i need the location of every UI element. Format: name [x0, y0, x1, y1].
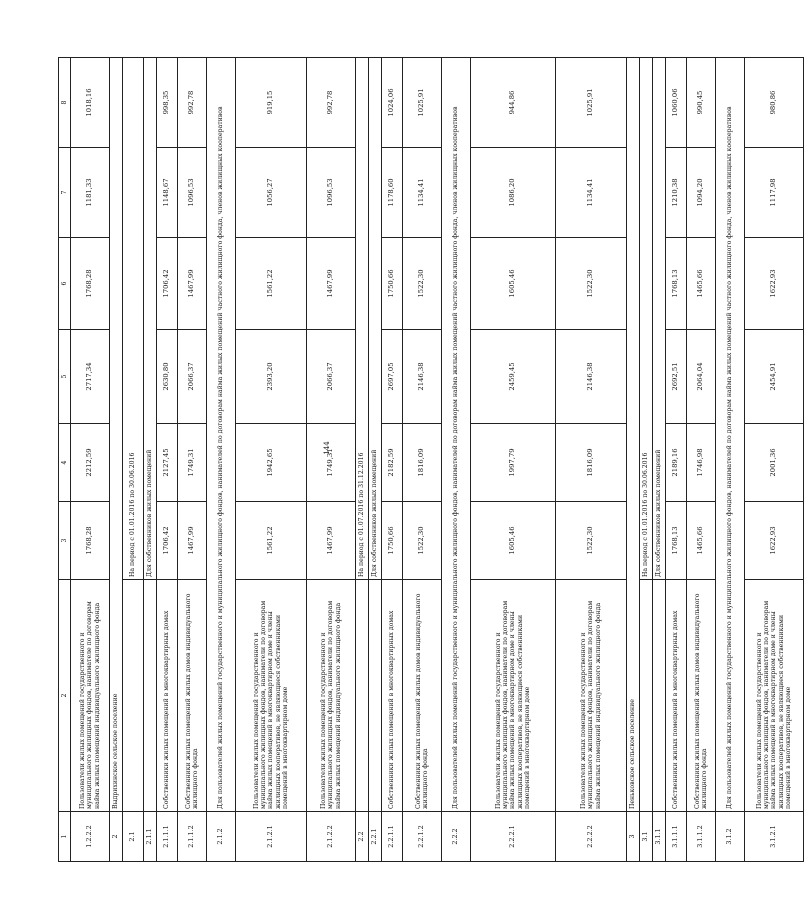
table-row: [403, 58, 442, 862]
tariff-value: 1622,93: [745, 502, 804, 580]
empty-cell: [356, 580, 369, 812]
row-description: Собственники жилых помещений жилых домов индивидуального жилищного фонда: [403, 580, 442, 812]
period-heading: На период с 01.01.2016 по 30.06.2016: [123, 58, 144, 580]
section-heading: Пеньковское сельское поселение: [627, 58, 640, 812]
empty-cell: [653, 580, 666, 812]
tariff-value: 2001,36: [745, 424, 804, 502]
tariff-value: 2697,05: [382, 330, 403, 424]
tariff-value: 2692,51: [666, 330, 687, 424]
tariff-value: 2189,16: [666, 424, 687, 502]
tariff-value: 1181,33: [71, 148, 110, 238]
section-heading: Для пользователей жилых помещений государственного и муниципального жилищного фондов, нанимателей по договорам найма жилых помещений частного жилищного фонда, членов жилищных кооперативов: [716, 58, 745, 812]
row-code: 2.1.2.1: [236, 812, 307, 862]
tariff-value: 2630,80: [157, 330, 178, 424]
row-description: Собственники жилых помещений в многоквартирных домах: [666, 580, 687, 812]
tariff-value: 1997,79: [471, 424, 556, 502]
row-code: 3.1.2.1: [745, 812, 804, 862]
row-code: 1.2.2.2: [71, 812, 110, 862]
section-code: 2.1: [123, 812, 144, 862]
tariff-value: 1522,30: [403, 502, 442, 580]
tariff-value: 1467,99: [307, 502, 356, 580]
tariff-value: 990,45: [687, 58, 716, 148]
section-code: 2.1.1: [144, 812, 157, 862]
tariff-value: 1465,66: [687, 502, 716, 580]
period-heading: Для собственников жилых помещений: [369, 58, 382, 580]
tariff-value: 1134,41: [556, 148, 627, 238]
tariff-value: 2212,59: [71, 424, 110, 502]
section-heading: Для пользователей жилых помещений государственного и муниципального жилищного фондов, нанимателей по договорам найма жилых помещений частного жилищного фонда, членов жилищных кооперативов: [442, 58, 471, 812]
section-row: [123, 58, 144, 862]
row-description: Пользователи жилых помещений государственного и муниципального жилищных фондов, наниматели по договорам найма жилых помещений в многоквартирном доме и члены жилищных кооперативов, не являющиеся собственниками помещений в многоквартирном доме: [236, 580, 307, 812]
section-code: 2: [110, 812, 123, 862]
tariff-value: 1750,66: [382, 238, 403, 330]
section-row: [627, 58, 640, 862]
header-cell: 3: [59, 502, 71, 580]
tariff-value: 1148,67: [157, 148, 178, 238]
row-description: Пользователи жилых помещений государственного и муниципального жилищных фондов, наниматели по договорам найма жилых помещений индивидуального жилищного фонда: [307, 580, 356, 812]
tariff-value: 2146,38: [556, 330, 627, 424]
tariff-value: 2064,04: [687, 330, 716, 424]
header-row: [59, 58, 71, 862]
section-row: [110, 58, 123, 862]
empty-cell: [369, 580, 382, 812]
tariff-table: [58, 57, 804, 862]
tariff-value: 980,86: [745, 58, 804, 148]
empty-cell: [123, 580, 144, 812]
tariff-value: 1706,42: [157, 502, 178, 580]
section-row: [653, 58, 666, 862]
table-body: [59, 58, 804, 862]
section-heading: Выдрихинское сельское поселение: [110, 58, 123, 812]
row-description: Собственники жилых помещений жилых домов индивидуального жилищного фонда: [178, 580, 207, 812]
tariff-value: 2459,45: [471, 330, 556, 424]
tariff-value: 1768,28: [71, 238, 110, 330]
header-cell: 2: [59, 580, 71, 812]
row-description: Собственники жилых помещений в многоквартирных домах: [157, 580, 178, 812]
row-code: 2.2.2.2: [556, 812, 627, 862]
table-row: [471, 58, 556, 862]
tariff-value: 2146,38: [403, 330, 442, 424]
tariff-value: 1816,09: [556, 424, 627, 502]
tariff-value: 1749,31: [307, 424, 356, 502]
tariff-value: 1816,09: [403, 424, 442, 502]
section-heading: Для пользователей жилых помещений государственного и муниципального жилищного фондов, нанимателей по договорам найма жилых помещений частного жилищного фонда, членов жилищных кооперативов: [207, 58, 236, 812]
tariff-value: 992,78: [178, 58, 207, 148]
tariff-value: 1561,22: [236, 502, 307, 580]
tariff-value: 1117,98: [745, 148, 804, 238]
row-code: 2.1.1.2: [178, 812, 207, 862]
row-code: 3.1.1.2: [687, 812, 716, 862]
row-description: Собственники жилых помещений жилых домов индивидуального жилищного фонда: [687, 580, 716, 812]
tariff-value: 1086,20: [471, 148, 556, 238]
empty-cell: [640, 580, 653, 812]
row-code: 2.2.2.1: [471, 812, 556, 862]
section-code: 3.1.1: [653, 812, 666, 862]
section-row: [442, 58, 471, 862]
row-description: Собственники жилых помещений в многоквартирных домах: [382, 580, 403, 812]
section-code: 3.1: [640, 812, 653, 862]
tariff-value: 1605,46: [471, 238, 556, 330]
tariff-value: 1060,06: [666, 58, 687, 148]
tariff-value: 1467,99: [178, 502, 207, 580]
section-code: 2.2.2: [442, 812, 471, 862]
tariff-value: 1178,60: [382, 148, 403, 238]
table-row: [178, 58, 207, 862]
row-description: Пользователи жилых помещений государственного и муниципального жилищных фондов, наниматели по договорам найма жилых помещений индивидуального жилищного фонда: [556, 580, 627, 812]
tariff-value: 1750,66: [382, 502, 403, 580]
section-row: [716, 58, 745, 862]
tariff-value: 2066,37: [307, 330, 356, 424]
tariff-value: 1749,31: [178, 424, 207, 502]
rotated-table-container: [58, 58, 792, 862]
tariff-value: 1746,98: [687, 424, 716, 502]
section-code: 2.2: [356, 812, 369, 862]
tariff-value: 1706,42: [157, 238, 178, 330]
page-number: 144: [323, 441, 331, 455]
tariff-value: 1561,22: [236, 238, 307, 330]
tariff-value: 1467,99: [307, 238, 356, 330]
tariff-value: 1056,27: [236, 148, 307, 238]
table-row: [236, 58, 307, 862]
table-row: [556, 58, 627, 862]
tariff-value: 1942,65: [236, 424, 307, 502]
row-code: 2.2.1.1: [382, 812, 403, 862]
header-cell: 6: [59, 238, 71, 330]
section-code: 2.2.1: [369, 812, 382, 862]
row-description: Пользователи жилых помещений государственного и муниципального жилищных фондов, наниматели по договорам найма жилых помещений в многоквартирном доме и члены жилищных кооперативов, не являющиеся собственниками помещений в многоквартирном доме: [745, 580, 804, 812]
period-heading: На период с 01.01.2016 по 30.06.2016: [640, 58, 653, 580]
tariff-value: 919,15: [236, 58, 307, 148]
table-row: [666, 58, 687, 862]
tariff-value: 1622,93: [745, 238, 804, 330]
section-row: [640, 58, 653, 862]
tariff-value: 944,86: [471, 58, 556, 148]
tariff-value: 1025,91: [403, 58, 442, 148]
table-row: [307, 58, 356, 862]
tariff-value: 2066,37: [178, 330, 207, 424]
tariff-value: 998,35: [157, 58, 178, 148]
tariff-value: 1768,13: [666, 502, 687, 580]
header-cell: 4: [59, 424, 71, 502]
section-code: 3: [627, 812, 640, 862]
row-description: Пользователи жилых помещений государственного и муниципального жилищных фондов, наниматели по договорам найма жилых помещений в многоквартирном доме и члены жилищных кооперативов, не являющиеся собственниками помещений в многоквартирном доме: [471, 580, 556, 812]
period-heading: На период с 01.07.2016 по 31.12.2016: [356, 58, 369, 580]
tariff-value: 1096,53: [178, 148, 207, 238]
tariff-value: 1522,30: [403, 238, 442, 330]
tariff-value: 1094,20: [687, 148, 716, 238]
header-cell: 1: [59, 812, 71, 862]
empty-cell: [144, 580, 157, 812]
header-cell: 5: [59, 330, 71, 424]
tariff-value: 1025,91: [556, 58, 627, 148]
row-code: 2.1.1.1: [157, 812, 178, 862]
table-row: [157, 58, 178, 862]
section-code: 2.1.2: [207, 812, 236, 862]
table-row: [382, 58, 403, 862]
tariff-value: 1768,13: [666, 238, 687, 330]
table-row: [71, 58, 110, 862]
tariff-value: 1210,38: [666, 148, 687, 238]
tariff-value: 992,78: [307, 58, 356, 148]
section-row: [144, 58, 157, 862]
tariff-value: 1467,99: [178, 238, 207, 330]
tariff-value: 1522,30: [556, 238, 627, 330]
header-cell: 7: [59, 148, 71, 238]
table-row: [745, 58, 804, 862]
tariff-value: 1605,46: [471, 502, 556, 580]
tariff-value: 1134,41: [403, 148, 442, 238]
tariff-value: 2182,59: [382, 424, 403, 502]
tariff-value: 1096,53: [307, 148, 356, 238]
tariff-value: 1024,06: [382, 58, 403, 148]
row-description: Пользователи жилых помещений государственного и муниципального жилищных фондов, нанимателе по договорам найма жилых помещений индивидуального жилищного фонда: [71, 580, 110, 812]
section-code: 3.1.2: [716, 812, 745, 862]
header-cell: 8: [59, 58, 71, 148]
row-code: 2.1.2.2: [307, 812, 356, 862]
tariff-value: 1465,66: [687, 238, 716, 330]
tariff-value: 1018,16: [71, 58, 110, 148]
tariff-value: 1522,30: [556, 502, 627, 580]
tariff-value: 1768,28: [71, 502, 110, 580]
tariff-value: 2454,91: [745, 330, 804, 424]
section-row: [369, 58, 382, 862]
period-heading: Для собственников жилых помещений: [653, 58, 666, 580]
table-row: [687, 58, 716, 862]
tariff-value: 2393,20: [236, 330, 307, 424]
section-row: [207, 58, 236, 862]
tariff-value: 2717,34: [71, 330, 110, 424]
row-code: 3.1.1.1: [666, 812, 687, 862]
section-row: [356, 58, 369, 862]
row-code: 2.2.1.2: [403, 812, 442, 862]
period-heading: Для собственников жилых помещений: [144, 58, 157, 580]
tariff-value: 2127,45: [157, 424, 178, 502]
